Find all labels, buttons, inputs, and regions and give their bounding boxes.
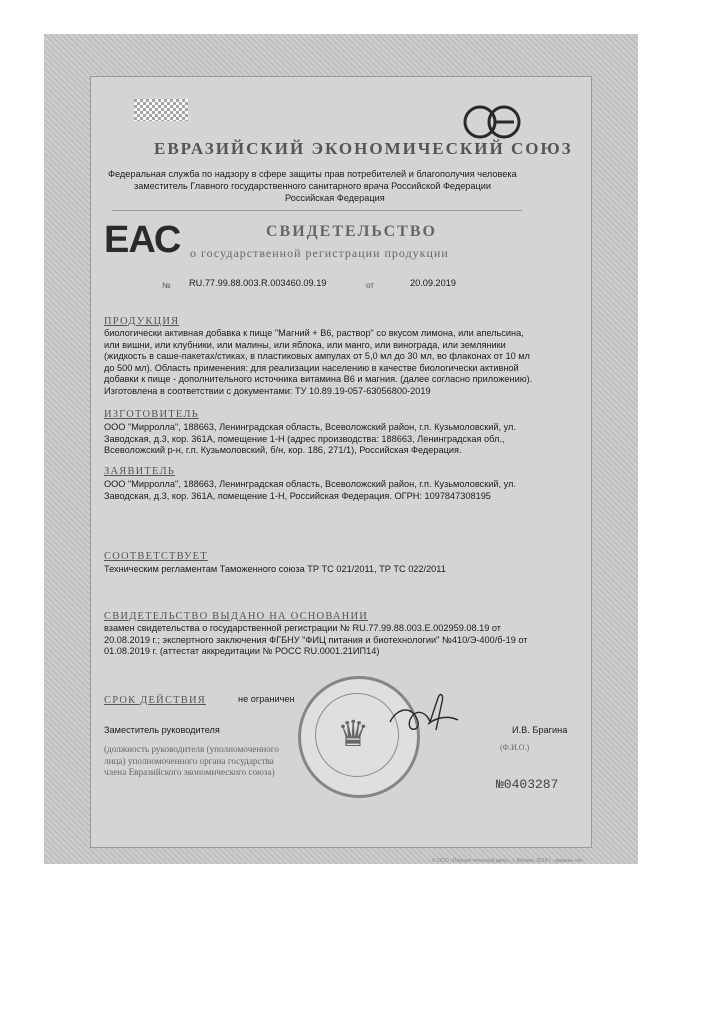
manufacturer-heading: ИЗГОТОВИТЕЛЬ (104, 409, 199, 420)
agency-line-1: Федеральная служба по надзору в сфере защиты прав потребителей и благополучия человека (108, 169, 517, 179)
basis-line: 01.08.2019 г. (аттестат аккредитации № РОСС RU.0001.21ИП14) (104, 646, 380, 657)
product-line: до 500 мл). Область применения: для реализации населению в качестве биологически активной (104, 362, 519, 373)
product-line: биологически активная добавка к пище "Магний + В6, раствор" со вкусом лимона, или апельсина, (104, 328, 524, 338)
caption-line: (должность руководителя (уполномоченного (104, 744, 279, 754)
validity-heading: СРОК ДЕЙСТВИЯ (104, 695, 206, 706)
registration-no-label: № (162, 281, 171, 290)
signatory-caption (104, 744, 279, 779)
product-line: (жидкость в саше-пакетах/стиках, в пластиковых ампулах от 5,0 мл до 30 мл, во флаконах от 10 мл (104, 351, 530, 362)
manufacturer-description (104, 422, 516, 457)
caption-line: лица) уполномоченного органа государства (104, 755, 274, 766)
conformity-heading: СООТВЕТСТВУЕТ (104, 551, 208, 562)
product-line: Изготовлена в соответствии с документами: ТУ 10.89.19-057-63056800-2019 (104, 385, 431, 396)
basis-description (104, 623, 527, 658)
header-divider (112, 210, 522, 211)
manufacturer-line: Заводская, д.3, кор. 361А, помещение 1-Н (адрес производства: 188663, Ленинградская обл., (104, 433, 505, 444)
agency-line-3: Российская Федерация (285, 193, 385, 203)
fio-caption: (Ф.И.О.) (500, 743, 530, 752)
registration-date-label: от (366, 281, 374, 290)
basis-heading: СВИДЕТЕЛЬСТВО ВЫДАНО НА ОСНОВАНИИ (104, 611, 369, 622)
conformity-description (104, 564, 446, 576)
se-mark-icon (462, 104, 524, 140)
certificate-title: СВИДЕТЕЛЬСТВО (266, 223, 437, 240)
eac-mark-icon: ЕАС (104, 219, 181, 261)
union-title: ЕВРАЗИЙСКИЙ ЭКОНОМИЧЕСКИЙ СОЮЗ (154, 139, 573, 158)
agency-line-2: заместитель Главного государственного санитарного врача Российской Федерации (134, 181, 492, 191)
conformity-line: Техническим регламентам Таможенного союза ТР ТС 021/2011, ТР ТС 022/2011 (104, 564, 446, 574)
basis-line: 20.08.2019 г.; экспертного заключения ФГБНУ "ФИЦ питания и биотехнологии" №410/Э-400/б-19 от (104, 634, 528, 645)
eagle-emblem-icon: ♛ (337, 713, 370, 754)
product-description (104, 328, 532, 398)
applicant-heading: ЗАЯВИТЕЛЬ (104, 466, 176, 477)
registration-number: RU.77.99.88.003.R.003460.09.19 (189, 278, 327, 288)
printer-note: © ООО «Первый печатный двор», г. Москва, 2019 г., уровень «А» (432, 858, 584, 864)
applicant-line: Заводская, д.3, кор. 361А, помещение 1-Н, Российская Федерация. ОГРН: 1097847308195 (104, 490, 491, 501)
applicant-description (104, 479, 516, 502)
handwritten-signature (384, 686, 464, 746)
manufacturer-line: Всеволожский р-н, г.п. Кузьмоловский, б/н, кор. 186, 271/1), Российская Федерация. (104, 445, 462, 456)
product-heading: ПРОДУКЦИЯ (104, 316, 180, 327)
manufacturer-line: ООО "Мирролла", 188663, Ленинградская область, Всеволожский район, г.п. Кузьмоловский, ул. (104, 422, 516, 432)
validity-value: не ограничен (238, 694, 295, 704)
certificate-subtitle: о государственной регистрации продукции (190, 246, 449, 260)
product-line: добавки к пище - дополнительного источника витамина В6 и магния. (далее согласно приложению). (104, 374, 533, 385)
serial-number: №0403287 (496, 777, 559, 792)
registration-date: 20.09.2019 (410, 278, 456, 288)
basis-line: взамен свидетельства о государственной регистрации № RU.77.99.88.003.E.002959.08.19 от (104, 623, 502, 633)
caption-line: члена Евразийского экономического союза) (104, 767, 275, 778)
signatory-name: И.В. Брагина (512, 725, 568, 735)
product-line: или вишни, или клубники, или малины, или яблока, или манго, или винограда, или земляники (104, 339, 506, 350)
applicant-line: ООО "Мирролла", 188663, Ленинградская область, Всеволожский район, г.п. Кузьмоловский, ул. (104, 479, 516, 489)
signatory-position: Заместитель руководителя (104, 725, 220, 735)
pattern-logo-icon (134, 99, 188, 121)
